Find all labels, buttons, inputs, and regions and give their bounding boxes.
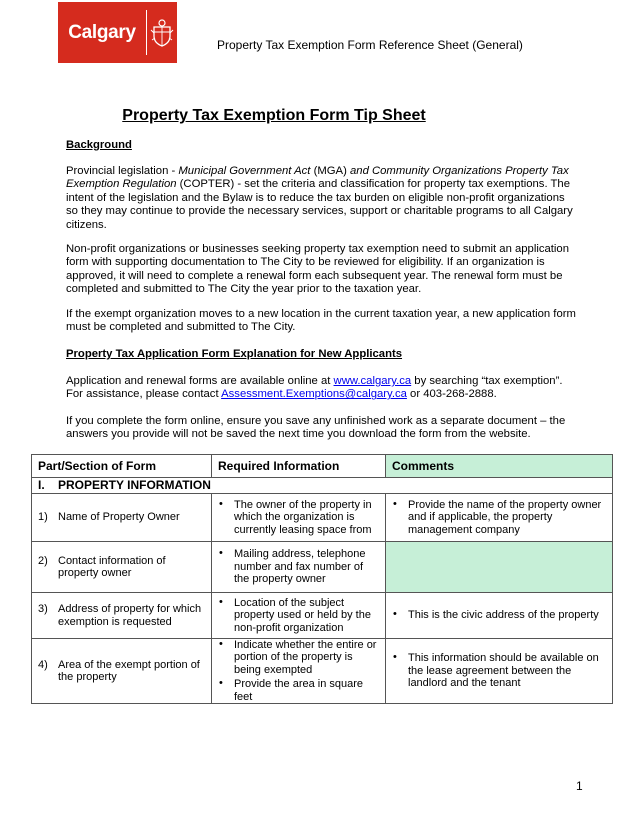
table-row [32,494,613,542]
part-label: Address of property for which exemption is requested [58,603,202,628]
exemptions-email-link[interactable]: Assessment.Exemptions@calgary.ca [221,388,407,401]
calgary-website-link[interactable]: www.calgary.ca [333,375,412,387]
comment-item: • This information should be available on the lease agreement between the landlord and the tenant [386,652,612,689]
required-cell [212,639,386,704]
column-header-part: Part/Section of Form [32,455,212,478]
section-label: PROPERTY INFORMATION [58,478,211,493]
section-number: I. [38,478,45,493]
part-cell [32,494,212,542]
paragraph-application: Non-profit organizations or businesses seeking property tax exemption need to submit an application form with supporting documentation to The City to be reviewed for eligibility. If an organization is approved, it will need to complete a renewal form each subsequent year. The renewal form must be completed and submitted to The City the year prior to the taxation year. [66,243,569,296]
header-title: Property Tax Exemption Form Reference Sheet (General) [217,38,523,52]
required-item: • Indicate whether the entire or portion of the property is being exempted [212,639,385,676]
form-explanation-table [31,454,613,704]
para4-text: Application and renewal forms are available online at [66,375,334,387]
required-item: • The owner of the property in which the organization is currently leasing space from [212,499,385,536]
logo-wordmark: Calgary [68,21,136,43]
para1-text: (MGA) [310,165,350,177]
column-header-comments: Comments [386,455,613,478]
required-item: • Location of the subject property used or held by the non-profit organization [212,597,385,634]
required-cell [212,542,386,593]
part-cell [32,593,212,639]
part-label: Contact information of property owner [58,554,166,579]
comment-item: • This is the civic address of the property [386,609,612,621]
part-label: Area of the exempt portion of the property [58,658,200,684]
para4-text: or 403-268-2888. [406,388,497,401]
comments-cell [386,593,613,639]
background-heading: Background [66,139,132,151]
part-label: Name of Property Owner [58,511,180,524]
section-heading [32,478,613,494]
table-row [32,542,613,593]
required-item: • Mailing address, telephone number and fax number of the property owner [212,548,385,585]
comments-cell [386,639,613,704]
section-row [32,478,613,494]
copter-title: and Community Organizations Property Tax Exemption Regulation [66,165,569,191]
part-cell [32,542,212,593]
mga-title: Municipal Government Act [178,165,311,177]
comments-cell-empty [386,542,613,593]
row-number: 4) [38,658,48,671]
table-row [32,593,613,639]
table-header-row [32,455,613,478]
paragraph-forms-online [66,375,576,402]
city-crest-icon [147,2,177,63]
row-number: 2) [38,554,48,567]
paragraph-save-work: If you complete the form online, ensure you save any unfinished work as a separate document – the answers you provide will not be saved the next time you download the form from the website. [66,415,566,441]
row-number: 1) [38,511,48,524]
para1-text: (COPTER) - set the criteria and classification for property tax exemptions. The intent of the legislation and the Bylaw is to reduce the tax burden on eligible non-profit organizations so they may continue to provide the necessary services, support or charitable programs to all Calgary citizens. [66,178,573,231]
required-item: • Provide the area in square feet [212,678,385,703]
table-row [32,639,613,704]
comments-cell [386,494,613,542]
page-number: 1 [576,779,583,793]
paragraph-new-location: If the exempt organization moves to a new location in the current taxation year, a new application form must be completed and submitted to The City. [66,308,576,334]
comment-item: • Provide the name of the property owner and if applicable, the property management company [386,499,612,536]
required-cell [212,494,386,542]
document-title: Property Tax Exemption Form Tip Sheet [122,107,426,124]
required-cell [212,593,386,639]
para1-text: Provincial legislation - [66,165,179,177]
paragraph-legislation [66,165,576,232]
para4-text: by searching “tax exemption”. For assistance, please contact [66,375,563,401]
part-cell [32,639,212,704]
calgary-logo [58,2,177,63]
explanation-heading: Property Tax Application Form Explanation for New Applicants [66,348,403,360]
column-header-required: Required Information [212,455,386,478]
row-number: 3) [38,603,48,616]
